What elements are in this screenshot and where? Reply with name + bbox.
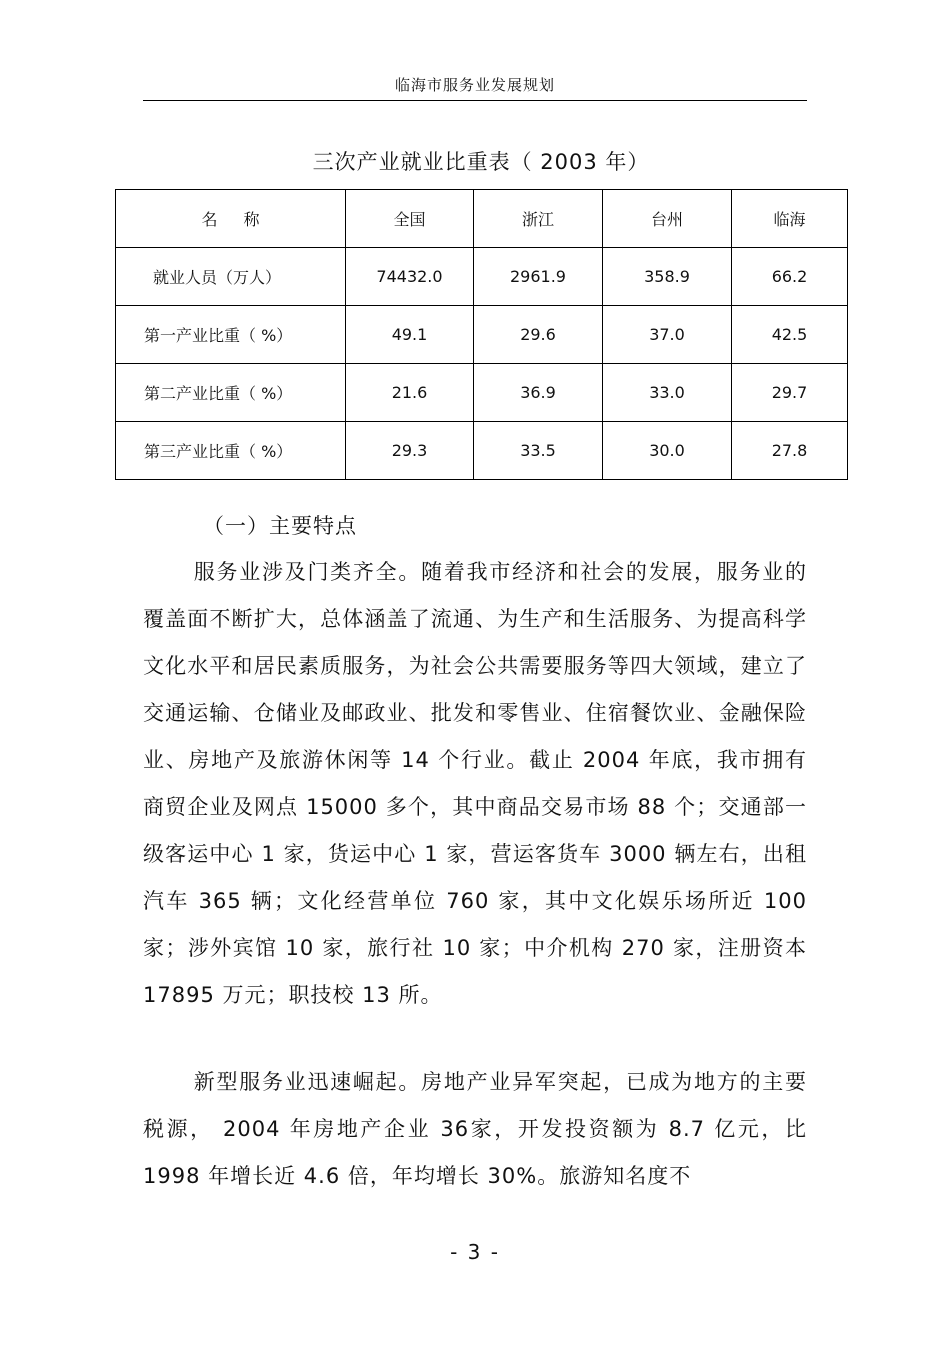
table-cell: 42.5 xyxy=(732,306,848,364)
row-label: 第一产业比重（ %） xyxy=(116,306,346,364)
table-cell: 21.6 xyxy=(346,364,474,422)
table-cell: 33.0 xyxy=(603,364,732,422)
table-cell: 2961.9 xyxy=(474,248,603,306)
table-cell: 37.0 xyxy=(603,306,732,364)
table-row xyxy=(116,248,848,306)
table-cell: 49.1 xyxy=(346,306,474,364)
page-number: - 3 - xyxy=(450,1240,500,1264)
section-heading: （一）主要特点 xyxy=(203,514,357,538)
table-cell: 66.2 xyxy=(732,248,848,306)
header-rule xyxy=(143,100,807,101)
column-header-national: 全国 xyxy=(346,190,474,248)
paragraph-1-text: 服务业涉及门类齐全。随着我市经济和社会的发展，服务业的覆盖面不断扩大，总体涵盖了流通、为生产和生活服务、为提高科学文化水平和居民素质服务，为社会公共需要服务等四大领域，建立了交通运输、仓储业及邮政业、批发和零售业、住宿餐饮业、金融保险业、房地产及旅游休闲等 14 个行业。截止 2004 年底，我市拥有商贸企业及网点 15000 多个，其中商品交易市场 88 个；交通部一级客运中心 1 家，货运中心 1 家，营运客货车 3000 辆左右，出租汽车 365 辆；文化经营单位 760 家，其中文化娱乐场所近 100 家；涉外宾馆 10 家，旅行社 10 家；中介机构 270 家，注册资本 17895 万元；职技校 13 所。 xyxy=(143,560,807,1007)
table-cell: 36.9 xyxy=(474,364,603,422)
row-label: 第三产业比重（ %） xyxy=(116,422,346,480)
column-header-name: 名称 xyxy=(116,190,346,248)
table-row xyxy=(116,306,848,364)
table-cell: 33.5 xyxy=(474,422,603,480)
table-cell: 74432.0 xyxy=(346,248,474,306)
running-header: 临海市服务业发展规划 xyxy=(394,76,555,94)
table-cell: 29.7 xyxy=(732,364,848,422)
paragraph-2-text: 新型服务业迅速崛起。房地产业异军突起，已成为地方的主要税源， 2004 年房地产企业 36家，开发投资额为 8.7 亿元，比 1998 年增长近 4.6 倍，年均增长 30%。旅游知名度不 xyxy=(143,1070,807,1188)
paragraph-1 xyxy=(143,549,807,1019)
paragraph-2 xyxy=(143,1059,807,1200)
column-header-taizhou: 台州 xyxy=(603,190,732,248)
table-cell: 358.9 xyxy=(603,248,732,306)
row-label: 第二产业比重（ %） xyxy=(116,364,346,422)
table-cell: 30.0 xyxy=(603,422,732,480)
column-header-zhejiang: 浙江 xyxy=(474,190,603,248)
table-cell: 29.3 xyxy=(346,422,474,480)
table-cell: 29.6 xyxy=(474,306,603,364)
employment-ratio-table xyxy=(115,189,848,480)
table-cell: 27.8 xyxy=(732,422,848,480)
row-label: 就业人员（万人） xyxy=(116,248,346,306)
table-row xyxy=(116,422,848,480)
table-title: 三次产业就业比重表（ 2003 年） xyxy=(312,150,650,174)
table-header-row xyxy=(116,190,848,248)
table-row xyxy=(116,364,848,422)
column-header-linhai: 临海 xyxy=(732,190,848,248)
